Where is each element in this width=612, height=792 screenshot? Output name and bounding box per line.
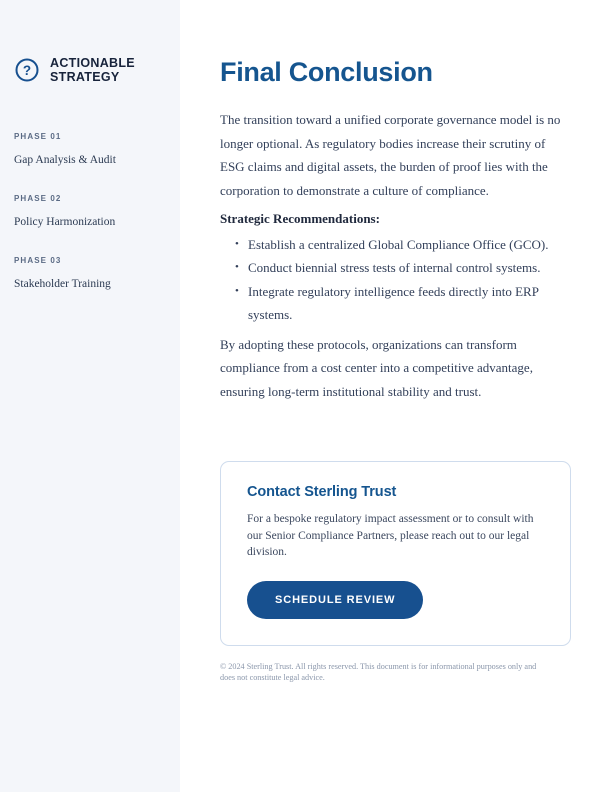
contact-card-title: Contact Sterling Trust <box>247 484 397 500</box>
footer-copyright: © 2024 Sterling Trust. All rights reserved. This document is for informational purposes only and does not constitute legal advice. <box>220 661 537 682</box>
page-title: Final Conclusion <box>220 57 433 87</box>
contact-card-text: For a bespoke regulatory impact assessment or to consult with our Senior Compliance Partners, please reach out to our legal division. <box>247 513 534 558</box>
sidebar-item-gap-analysis-audit[interactable]: Gap Analysis & Audit <box>14 154 116 166</box>
svg-text:?: ? <box>22 63 32 79</box>
sidebar-group-phase-02 <box>0 194 180 230</box>
list-item: • Establish a centralized Global Compliance Office (GCO). <box>248 233 571 257</box>
list-item: • Conduct biennial stress tests of internal control systems. <box>248 256 571 280</box>
sidebar-nav <box>0 132 180 292</box>
sidebar-phase-label-03: PHASE 03 <box>14 256 62 265</box>
recommendations-list <box>220 233 571 327</box>
sidebar-group-phase-03 <box>0 256 180 292</box>
sidebar-brand-title: ACTIONABLE STRATEGY <box>50 56 135 84</box>
list-item: • Integrate regulatory intelligence feeds directly into ERP systems. <box>248 280 571 327</box>
contact-card <box>220 461 571 646</box>
main-content <box>180 0 612 792</box>
recommendations-heading: Strategic Recommendations: <box>220 211 380 226</box>
schedule-review-button[interactable]: SCHEDULE REVIEW <box>247 581 423 619</box>
sidebar-item-stakeholder-training[interactable]: Stakeholder Training <box>14 278 111 290</box>
intro-paragraph: The transition toward a unified corporate governance model is no longer optional. As regulatory bodies increase their scrutiny of ESG claims and digital assets, the burden of proof lies with the corporation to demonstrate a culture of compliance. <box>220 112 561 198</box>
question-circle-icon <box>14 57 40 83</box>
closing-paragraph: By adopting these protocols, organizations can transform compliance from a cost center into a competitive advantage, ensuring long-term institutional stability and trust. <box>220 336 533 399</box>
sidebar-group-phase-01 <box>0 132 180 168</box>
sidebar-phase-label-02: PHASE 02 <box>14 194 62 203</box>
sidebar-item-policy-harmonization[interactable]: Policy Harmonization <box>14 216 116 228</box>
sidebar <box>0 0 180 792</box>
sidebar-brand <box>0 56 180 84</box>
sidebar-phase-label-01: PHASE 01 <box>14 132 62 141</box>
